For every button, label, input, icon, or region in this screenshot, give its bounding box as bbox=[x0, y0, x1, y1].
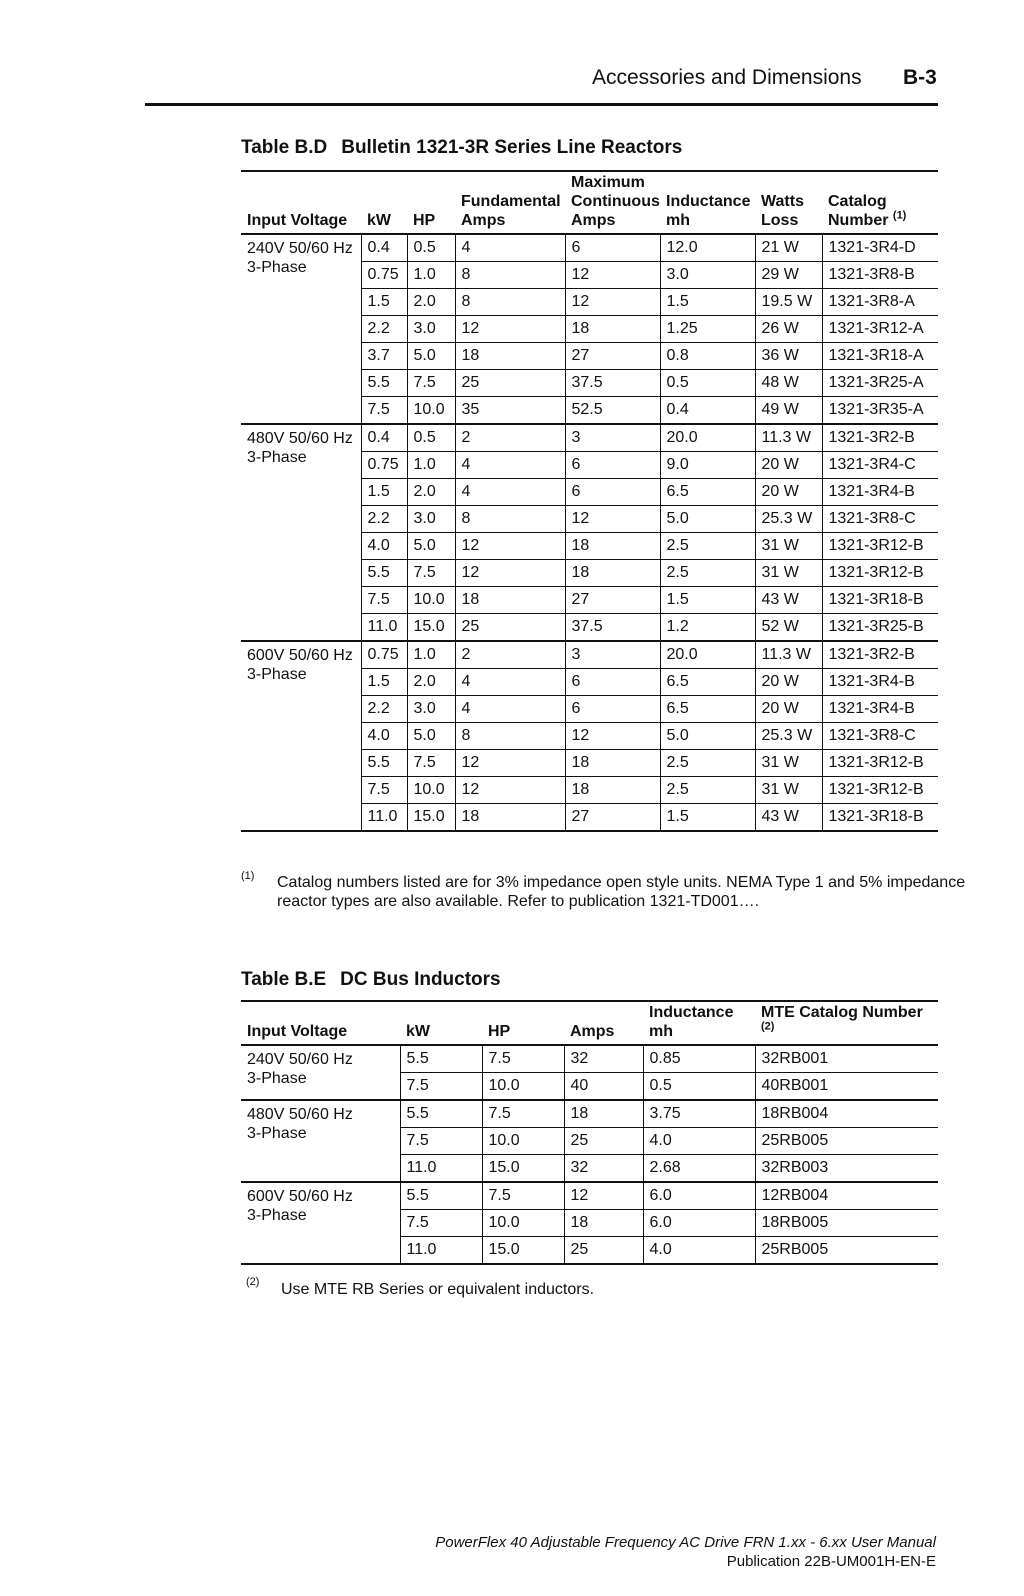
input-voltage-cell: 480V 50/60 Hz 3-Phase bbox=[241, 1100, 400, 1182]
table-bd-caption: Bulletin 1321-3R Series Line Reactors bbox=[341, 137, 683, 158]
input-voltage-cell: 600V 50/60 Hz 3-Phase bbox=[241, 1182, 400, 1264]
col-hp: HP bbox=[482, 1001, 564, 1045]
table-cell: 18 bbox=[455, 804, 565, 832]
col-amps: Amps bbox=[564, 1001, 643, 1045]
table-cell: 3 bbox=[565, 424, 660, 452]
page-footer bbox=[435, 1533, 936, 1571]
col-mte-catalog-number: MTE Catalog Number $^{(2)}$ bbox=[755, 1001, 938, 1045]
table-cell: 12 bbox=[455, 316, 565, 343]
input-voltage-cell: 600V 50/60 Hz 3-Phase bbox=[241, 641, 361, 831]
table-cell: 21 W bbox=[755, 234, 822, 262]
table-cell: 0.75 bbox=[361, 452, 407, 479]
table-cell: 7.5 bbox=[400, 1210, 482, 1237]
table-cell: 20 W bbox=[755, 479, 822, 506]
header-rule bbox=[145, 103, 938, 106]
col-hp: HP bbox=[407, 171, 455, 234]
table-cell: 15.0 bbox=[482, 1237, 564, 1265]
table-cell: 7.5 bbox=[400, 1128, 482, 1155]
table-header-row bbox=[241, 171, 938, 234]
table-cell: 4 bbox=[455, 452, 565, 479]
table-cell: 11.0 bbox=[400, 1155, 482, 1183]
table-row bbox=[241, 1182, 938, 1210]
table-cell: 11.0 bbox=[400, 1237, 482, 1265]
table-cell: 1321-3R4-D bbox=[822, 234, 938, 262]
table-cell: 29 W bbox=[755, 262, 822, 289]
table-cell: 10.0 bbox=[407, 777, 455, 804]
table-cell: 18 bbox=[455, 587, 565, 614]
table-cell: 7.5 bbox=[407, 750, 455, 777]
table-cell: 18 bbox=[564, 1100, 643, 1128]
table-cell: 1321-3R35-A bbox=[822, 397, 938, 425]
table-cell: 11.0 bbox=[361, 804, 407, 832]
table-cell: 1321-3R8-A bbox=[822, 289, 938, 316]
table-cell: 52.5 bbox=[565, 397, 660, 425]
col-kw: kW bbox=[400, 1001, 482, 1045]
table-cell: 0.5 bbox=[407, 424, 455, 452]
table-cell: 7.5 bbox=[361, 777, 407, 804]
table-cell: 7.5 bbox=[361, 587, 407, 614]
table-cell: 1.0 bbox=[407, 452, 455, 479]
table-be-title bbox=[241, 969, 501, 991]
table-cell: 8 bbox=[455, 262, 565, 289]
table-cell: 12 bbox=[565, 723, 660, 750]
table-cell: 25.3 W bbox=[755, 506, 822, 533]
table-cell: 0.75 bbox=[361, 262, 407, 289]
table-cell: 27 bbox=[565, 804, 660, 832]
table-cell: 5.5 bbox=[400, 1182, 482, 1210]
table-cell: 1.5 bbox=[660, 587, 755, 614]
table-cell: 1321-3R4-B bbox=[822, 696, 938, 723]
table-cell: 25.3 W bbox=[755, 723, 822, 750]
table-cell: 37.5 bbox=[565, 370, 660, 397]
table-cell: 36 W bbox=[755, 343, 822, 370]
table-cell: 15.0 bbox=[407, 804, 455, 832]
table-cell: 5.0 bbox=[660, 723, 755, 750]
table-cell: 18 bbox=[565, 750, 660, 777]
table-cell: 1321-3R12-B bbox=[822, 750, 938, 777]
table-cell: 11.0 bbox=[361, 614, 407, 642]
publication-number: Publication 22B-UM001H-EN-E bbox=[726, 1553, 936, 1570]
table-cell: 18 bbox=[565, 316, 660, 343]
footnote-2-text: Use MTE RB Series or equivalent inductors. bbox=[281, 1281, 595, 1298]
table-cell: 12 bbox=[455, 560, 565, 587]
table-cell: 2.2 bbox=[361, 506, 407, 533]
table-cell: 11.3 W bbox=[755, 641, 822, 669]
table-cell: 6.5 bbox=[660, 669, 755, 696]
table-cell: 6.5 bbox=[660, 479, 755, 506]
table-cell: 3.0 bbox=[407, 506, 455, 533]
table-cell: 0.4 bbox=[361, 234, 407, 262]
table-cell: 40RB001 bbox=[755, 1073, 938, 1101]
table-cell: 0.5 bbox=[407, 234, 455, 262]
table-cell: 48 W bbox=[755, 370, 822, 397]
table-cell: 2 bbox=[455, 424, 565, 452]
table-cell: 43 W bbox=[755, 804, 822, 832]
table-cell: 6 bbox=[565, 669, 660, 696]
table-cell: 3.0 bbox=[407, 316, 455, 343]
table-cell: 1321-3R25-B bbox=[822, 614, 938, 642]
table-cell: 10.0 bbox=[482, 1073, 564, 1101]
table-cell: 20 W bbox=[755, 452, 822, 479]
table-cell: 8 bbox=[455, 289, 565, 316]
table-cell: 7.5 bbox=[482, 1100, 564, 1128]
table-cell: 6.5 bbox=[660, 696, 755, 723]
table-cell: 2.0 bbox=[407, 289, 455, 316]
table-cell: 12 bbox=[565, 262, 660, 289]
col-catalog-number: Catalog Number $^{(1)}$ bbox=[822, 171, 938, 234]
table-cell: 1321-3R12-B bbox=[822, 560, 938, 587]
table-cell: 6.0 bbox=[643, 1182, 755, 1210]
table-cell: 1.5 bbox=[660, 804, 755, 832]
footnote-1-mark: (1) bbox=[241, 870, 255, 882]
table-cell: 12 bbox=[455, 533, 565, 560]
table-cell: 43 W bbox=[755, 587, 822, 614]
table-cell: 25 bbox=[455, 614, 565, 642]
table-cell: 1.5 bbox=[361, 289, 407, 316]
table-cell: 7.5 bbox=[407, 560, 455, 587]
table-cell: 0.4 bbox=[660, 397, 755, 425]
table-cell: 1.0 bbox=[407, 641, 455, 669]
table-cell: 7.5 bbox=[361, 397, 407, 425]
table-cell: 26 W bbox=[755, 316, 822, 343]
table-cell: 25 bbox=[455, 370, 565, 397]
table-cell: 1321-3R12-B bbox=[822, 533, 938, 560]
page-number: B-3 bbox=[903, 66, 937, 89]
table-cell: 1.5 bbox=[361, 479, 407, 506]
table-cell: 31 W bbox=[755, 777, 822, 804]
table-cell: 31 W bbox=[755, 750, 822, 777]
table-cell: 1321-3R18-B bbox=[822, 804, 938, 832]
table-cell: 25 bbox=[564, 1128, 643, 1155]
table-cell: 20.0 bbox=[660, 424, 755, 452]
input-voltage-cell: 480V 50/60 Hz 3-Phase bbox=[241, 424, 361, 641]
table-cell: 11.3 W bbox=[755, 424, 822, 452]
table-cell: 3.75 bbox=[643, 1100, 755, 1128]
table-cell: 25RB005 bbox=[755, 1128, 938, 1155]
table-cell: 19.5 W bbox=[755, 289, 822, 316]
table-cell: 5.5 bbox=[400, 1045, 482, 1073]
table-cell: 40 bbox=[564, 1073, 643, 1101]
table-cell: 5.5 bbox=[361, 750, 407, 777]
table-cell: 3.0 bbox=[660, 262, 755, 289]
table-cell: 1321-3R12-B bbox=[822, 777, 938, 804]
table-cell: 4.0 bbox=[361, 533, 407, 560]
table-row bbox=[241, 1045, 938, 1073]
col-input-voltage: Input Voltage bbox=[241, 171, 361, 234]
table-cell: 6 bbox=[565, 452, 660, 479]
table-cell: 3.0 bbox=[407, 696, 455, 723]
footnote-2-mark: (2) bbox=[246, 1276, 260, 1288]
table-cell: 2.5 bbox=[660, 750, 755, 777]
table-cell: 8 bbox=[455, 506, 565, 533]
table-cell: 32 bbox=[564, 1045, 643, 1073]
col-max-continuous-amps: Maximum Continuous Amps bbox=[565, 171, 660, 234]
dc-bus-inductors-table bbox=[241, 1000, 938, 1265]
table-cell: 15.0 bbox=[407, 614, 455, 642]
table-cell: 1.25 bbox=[660, 316, 755, 343]
table-be-number: Table B.E bbox=[241, 969, 327, 990]
table-cell: 6 bbox=[565, 479, 660, 506]
table-cell: 37.5 bbox=[565, 614, 660, 642]
table-cell: 18 bbox=[565, 533, 660, 560]
line-reactors-body bbox=[241, 234, 938, 831]
table-cell: 10.0 bbox=[407, 397, 455, 425]
table-cell: 25RB005 bbox=[755, 1237, 938, 1265]
col-kw: kW bbox=[361, 171, 407, 234]
table-cell: 2.0 bbox=[407, 479, 455, 506]
footnote-1-text: Catalog numbers listed are for 3% impedance open style units. NEMA Type 1 and 5% impedance reactor types are also available. Refer to publication 1321-TD001…. bbox=[277, 874, 966, 910]
table-cell: 10.0 bbox=[482, 1128, 564, 1155]
table-cell: 18 bbox=[565, 777, 660, 804]
table-row bbox=[241, 641, 938, 669]
table-be-caption: DC Bus Inductors bbox=[340, 969, 501, 990]
col-inductance: Inductance mh bbox=[643, 1001, 755, 1045]
section-title: Accessories and Dimensions bbox=[592, 66, 862, 89]
table-cell: 32RB003 bbox=[755, 1155, 938, 1183]
line-reactors-table bbox=[241, 170, 938, 832]
table-cell: 12 bbox=[565, 506, 660, 533]
table-cell: 2 bbox=[455, 641, 565, 669]
table-cell: 32RB001 bbox=[755, 1045, 938, 1073]
table-cell: 1321-3R4-B bbox=[822, 479, 938, 506]
table-cell: 3 bbox=[565, 641, 660, 669]
table-cell: 2.0 bbox=[407, 669, 455, 696]
table-cell: 2.5 bbox=[660, 560, 755, 587]
col-inductance: Inductance mh bbox=[660, 171, 755, 234]
table-cell: 18 bbox=[455, 343, 565, 370]
table-cell: 7.5 bbox=[482, 1182, 564, 1210]
table-cell: 4 bbox=[455, 696, 565, 723]
col-input-voltage: Input Voltage bbox=[241, 1001, 400, 1045]
table-cell: 4.0 bbox=[361, 723, 407, 750]
table-cell: 15.0 bbox=[482, 1155, 564, 1183]
table-cell: 1.2 bbox=[660, 614, 755, 642]
table-cell: 2.5 bbox=[660, 533, 755, 560]
table-cell: 1321-3R12-A bbox=[822, 316, 938, 343]
col-watts-loss: Watts Loss bbox=[755, 171, 822, 234]
table-row bbox=[241, 1100, 938, 1128]
table-cell: 18 bbox=[565, 560, 660, 587]
table-cell: 10.0 bbox=[407, 587, 455, 614]
table-cell: 1.5 bbox=[660, 289, 755, 316]
table-cell: 1321-3R8-B bbox=[822, 262, 938, 289]
table-cell: 4 bbox=[455, 669, 565, 696]
table-cell: 1321-3R4-C bbox=[822, 452, 938, 479]
table-cell: 1321-3R2-B bbox=[822, 424, 938, 452]
table-cell: 18 bbox=[564, 1210, 643, 1237]
table-cell: 12 bbox=[455, 777, 565, 804]
table-cell: 12.0 bbox=[660, 234, 755, 262]
table-cell: 1.0 bbox=[407, 262, 455, 289]
table-cell: 0.4 bbox=[361, 424, 407, 452]
table-cell: 1321-3R2-B bbox=[822, 641, 938, 669]
table-cell: 2.68 bbox=[643, 1155, 755, 1183]
table-cell: 2.2 bbox=[361, 316, 407, 343]
table-cell: 1321-3R8-C bbox=[822, 506, 938, 533]
table-cell: 0.85 bbox=[643, 1045, 755, 1073]
table-cell: 10.0 bbox=[482, 1210, 564, 1237]
table-cell: 2.5 bbox=[660, 777, 755, 804]
table-cell: 1321-3R25-A bbox=[822, 370, 938, 397]
table-cell: 18RB004 bbox=[755, 1100, 938, 1128]
input-voltage-cell: 240V 50/60 Hz 3-Phase bbox=[241, 1045, 400, 1100]
table-cell: 1321-3R8-C bbox=[822, 723, 938, 750]
table-cell: 52 W bbox=[755, 614, 822, 642]
table-cell: 20.0 bbox=[660, 641, 755, 669]
table-cell: 5.0 bbox=[407, 343, 455, 370]
table-row bbox=[241, 234, 938, 262]
table-cell: 6 bbox=[565, 234, 660, 262]
dc-bus-inductors-body bbox=[241, 1045, 938, 1264]
table-cell: 4 bbox=[455, 479, 565, 506]
col-fundamental-amps: Fundamental Amps bbox=[455, 171, 565, 234]
table-cell: 12RB004 bbox=[755, 1182, 938, 1210]
table-cell: 0.5 bbox=[660, 370, 755, 397]
table-cell: 27 bbox=[565, 587, 660, 614]
table-cell: 5.5 bbox=[361, 370, 407, 397]
table-cell: 8 bbox=[455, 723, 565, 750]
table-cell: 5.0 bbox=[660, 506, 755, 533]
table-cell: 6 bbox=[565, 696, 660, 723]
table-cell: 7.5 bbox=[407, 370, 455, 397]
table-cell: 7.5 bbox=[400, 1073, 482, 1101]
table-cell: 3.7 bbox=[361, 343, 407, 370]
table-cell: 5.5 bbox=[361, 560, 407, 587]
table-cell: 49 W bbox=[755, 397, 822, 425]
table-cell: 1321-3R18-A bbox=[822, 343, 938, 370]
table-cell: 4 bbox=[455, 234, 565, 262]
table-bd-number: Table B.D bbox=[241, 137, 328, 158]
table-cell: 20 W bbox=[755, 696, 822, 723]
table-cell: 12 bbox=[565, 289, 660, 316]
table-cell: 12 bbox=[564, 1182, 643, 1210]
table-cell: 1321-3R18-B bbox=[822, 587, 938, 614]
table-cell: 32 bbox=[564, 1155, 643, 1183]
table-cell: 35 bbox=[455, 397, 565, 425]
table-cell: 5.5 bbox=[400, 1100, 482, 1128]
table-cell: 18RB005 bbox=[755, 1210, 938, 1237]
table-cell: 0.75 bbox=[361, 641, 407, 669]
table-cell: 9.0 bbox=[660, 452, 755, 479]
table-cell: 31 W bbox=[755, 560, 822, 587]
manual-title: PowerFlex 40 Adjustable Frequency AC Drive FRN 1.xx - 6.xx User Manual bbox=[435, 1534, 936, 1551]
table-row bbox=[241, 424, 938, 452]
table-bd-title bbox=[241, 137, 682, 159]
table-cell: 5.0 bbox=[407, 533, 455, 560]
table-cell: 7.5 bbox=[482, 1045, 564, 1073]
table-cell: 4.0 bbox=[643, 1237, 755, 1265]
table-header-row bbox=[241, 1001, 938, 1045]
table-cell: 31 W bbox=[755, 533, 822, 560]
table-cell: 6.0 bbox=[643, 1210, 755, 1237]
table-cell: 25 bbox=[564, 1237, 643, 1265]
input-voltage-cell: 240V 50/60 Hz 3-Phase bbox=[241, 234, 361, 424]
table-cell: 1.5 bbox=[361, 669, 407, 696]
table-cell: 1321-3R4-B bbox=[822, 669, 938, 696]
table-cell: 2.2 bbox=[361, 696, 407, 723]
table-cell: 0.5 bbox=[643, 1073, 755, 1101]
table-cell: 20 W bbox=[755, 669, 822, 696]
table-cell: 12 bbox=[455, 750, 565, 777]
table-cell: 27 bbox=[565, 343, 660, 370]
table-cell: 0.8 bbox=[660, 343, 755, 370]
table-cell: 5.0 bbox=[407, 723, 455, 750]
table-cell: 4.0 bbox=[643, 1128, 755, 1155]
